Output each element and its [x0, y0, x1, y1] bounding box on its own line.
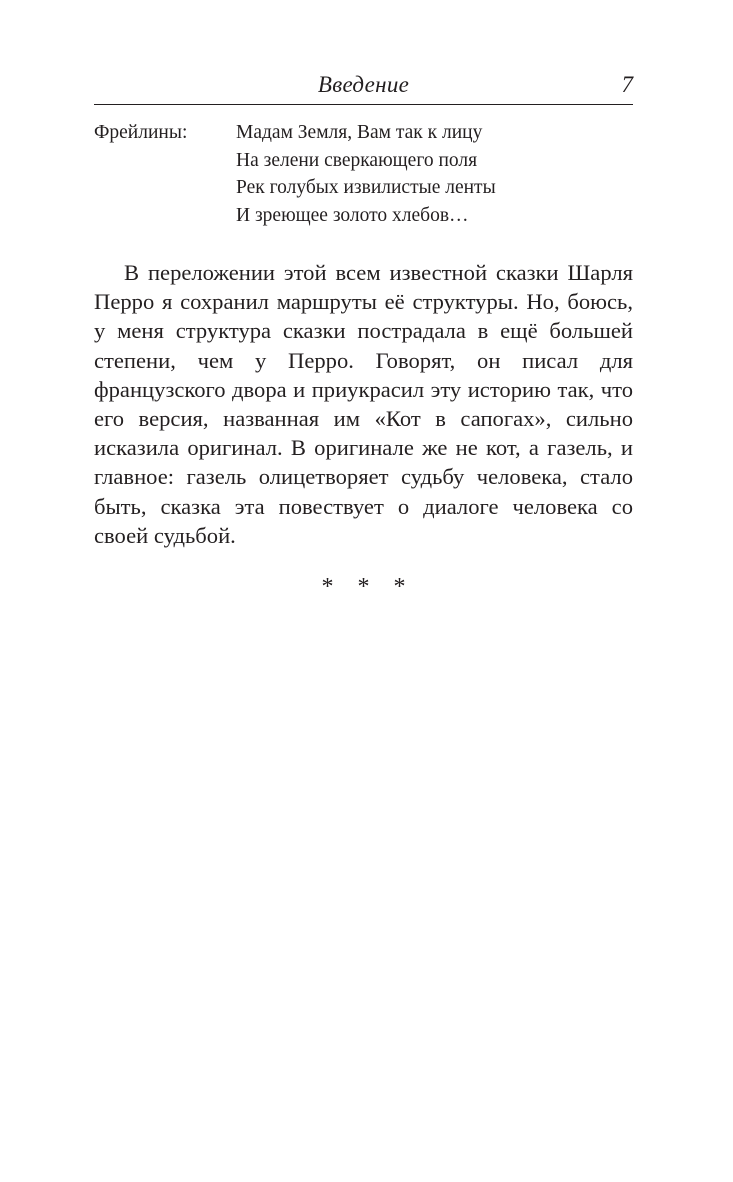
verse-lines — [236, 119, 633, 229]
verse-speaker: Фрейлины: — [94, 122, 188, 143]
page-number: 7 — [621, 72, 633, 97]
verse-line: Рек голубых извилистые ленты — [236, 177, 496, 198]
section-title: Введение — [317, 72, 410, 97]
verse-line: Мадам Земля, Вам так к лицу — [236, 122, 483, 143]
section-separator: * * * — [321, 574, 415, 600]
running-head — [94, 70, 633, 105]
body-paragraph: В переложении этой всем известной сказки Шарля Перро я сохранил маршруты её структуры. Но, боюсь, у меня структура сказки пострадала в ещё большей степени, чем у Перро. Говорят, он писал для французского двора и приукрасил эту историю так, что его версия, названная им «Кот в сапогах», сильно исказила оригинал. В оригинале же не кот, а газель, и главное: газель олицетворяет судьбу человека, стало быть, сказка эта повествует о диалоге человека со своей судьбой. — [94, 260, 633, 548]
verse-line: На зелени сверкающего поля — [236, 149, 478, 171]
verse-line: И зреющее золото хлебов… — [236, 204, 469, 226]
